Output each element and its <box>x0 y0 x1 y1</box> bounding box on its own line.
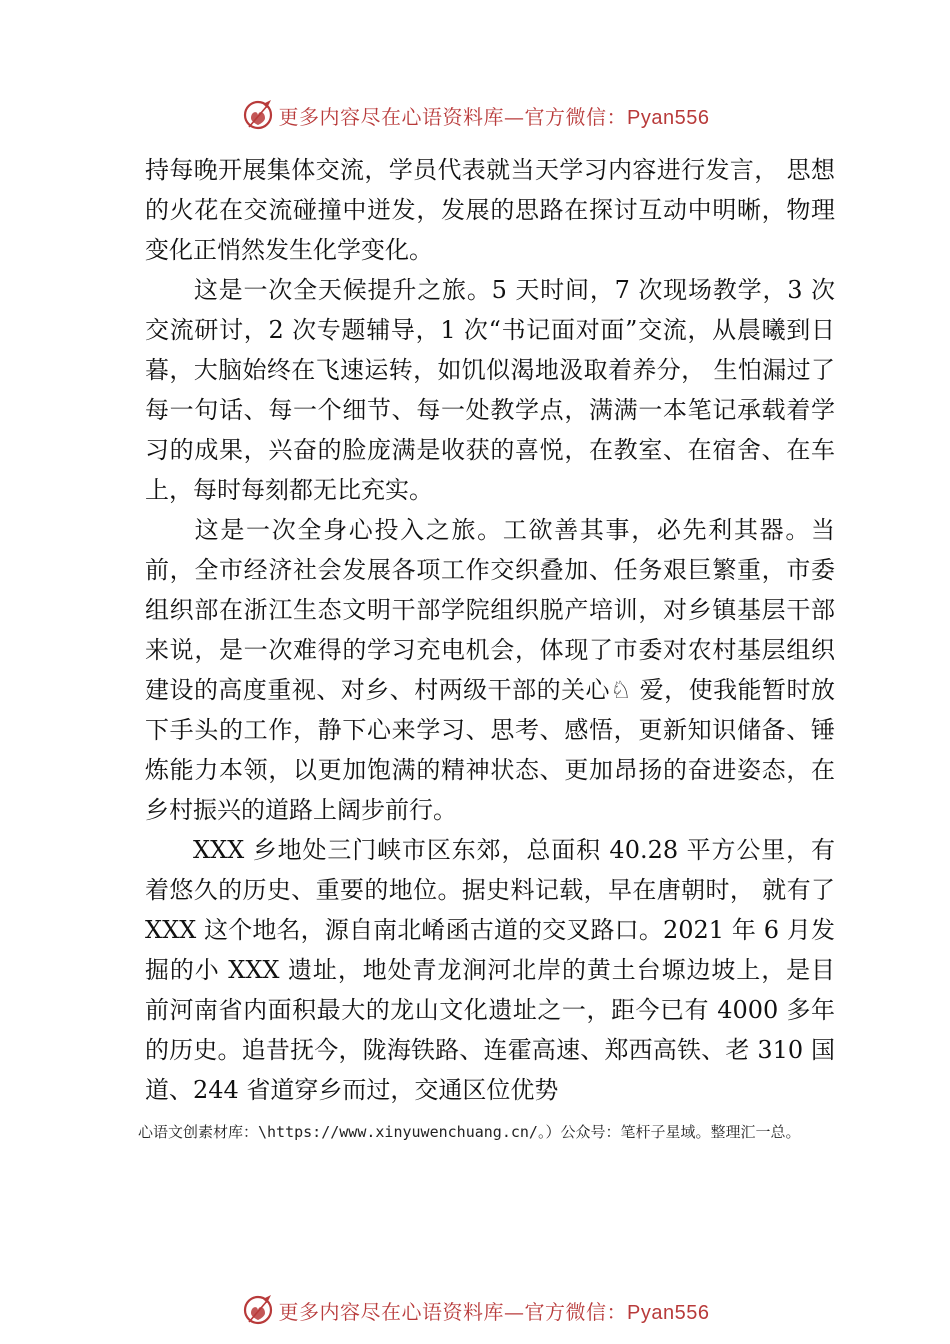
header-banner-wechat: 官方微信： <box>524 104 628 129</box>
paragraph-1: 持每晚开展集体交流，学员代表就当天学习内容进行发言， 思想的火花在交流碰撞中迸发，发展的思路在探讨互动中明晰，物理变化正悄然发生化学变化。 <box>145 156 835 264</box>
paragraph-4-text: XXX 乡地处三门峡市区东郊，总面积 40.28 平方公里，有着悠久的历史、重要的地位。据史料记载，早在唐朝时， 就有了 XXX 这个地名，源自南北崤函古道的交叉路口。2021 年 6 月发掘的小 XXX 遗址，地处青龙涧河北岸的黄土台塬边坡上，是目前河南省内面积最大的龙山文化遗址之一，距今已有 4000 多年的历史。追昔抚今，陇海铁路、连霍高速、郑西高铁、老 310 国道、244 省道穿乡而过，交通区位优势 <box>145 836 835 1104</box>
footer-banner-main: 更多内容尽在心语资料库 <box>278 1299 505 1324</box>
quill-heart-logo-icon <box>241 1293 275 1327</box>
footer-banner-dash: — <box>504 1299 525 1324</box>
footer-banner-wechat: 官方微信： <box>524 1299 628 1324</box>
paragraph-3-text: 这是一次全身心投入之旅。工欲善其事，必先利其器。当前，全市经济社会发展各项工作交织叠加、任务艰巨繁重，市委组织部在浙江生态文明干部学院组织脱产培训，对乡镇基层干部来说，是一次难得的学习充电机会，体现了市委对农村基层组织建设的高度重视、对乡、村两级干部的关心♘ 爱，使我能暂时放下手头的工作，静下心来学习、思考、感悟，更新知识储备、锤炼能力本领，以更加饱满的精神状态、更加昂扬的奋进姿态，在乡村振兴的道路上阔步前行。 <box>145 516 835 824</box>
header-banner <box>0 95 950 135</box>
footer-banner-id: Pyan556 <box>627 1301 710 1324</box>
paragraph-2 <box>145 270 835 510</box>
header-banner-dash: — <box>504 104 525 129</box>
quill-heart-logo-icon <box>241 98 275 132</box>
header-banner-main: 更多内容尽在心语资料库 <box>278 104 505 129</box>
paragraph-4 <box>145 830 835 1110</box>
source-footnote: 心语文创素材库：\https://www.xinyuwenchuang.cn/。）公众号：笔杆子星域。整理汇一总。 <box>138 1123 801 1141</box>
footer-banner-inner <box>241 1293 710 1327</box>
paragraph-3 <box>145 510 835 830</box>
paragraph-2-text: 这是一次全天候提升之旅。5 天时间，7 次现场教学，3 次交流研讨，2 次专题辅导，1 次“书记面对面”交流，从晨曦到日暮，大脑始终在飞速运转，如饥似渴地汲取着养分， 生怕漏过了每一句话、每一个细节、每一处教学点，满满一本笔记承载着学习的成果，兴奋的脸庞满是收获的喜悦，在教室、在宿舍、在车上，每时每刻都无比充实。 <box>145 276 835 504</box>
header-banner-inner <box>241 98 710 132</box>
footer-banner <box>0 1290 950 1330</box>
header-banner-id: Pyan556 <box>627 106 710 129</box>
document-body <box>145 150 835 1110</box>
footer-banner-text <box>279 1296 710 1325</box>
header-banner-text <box>279 101 710 130</box>
